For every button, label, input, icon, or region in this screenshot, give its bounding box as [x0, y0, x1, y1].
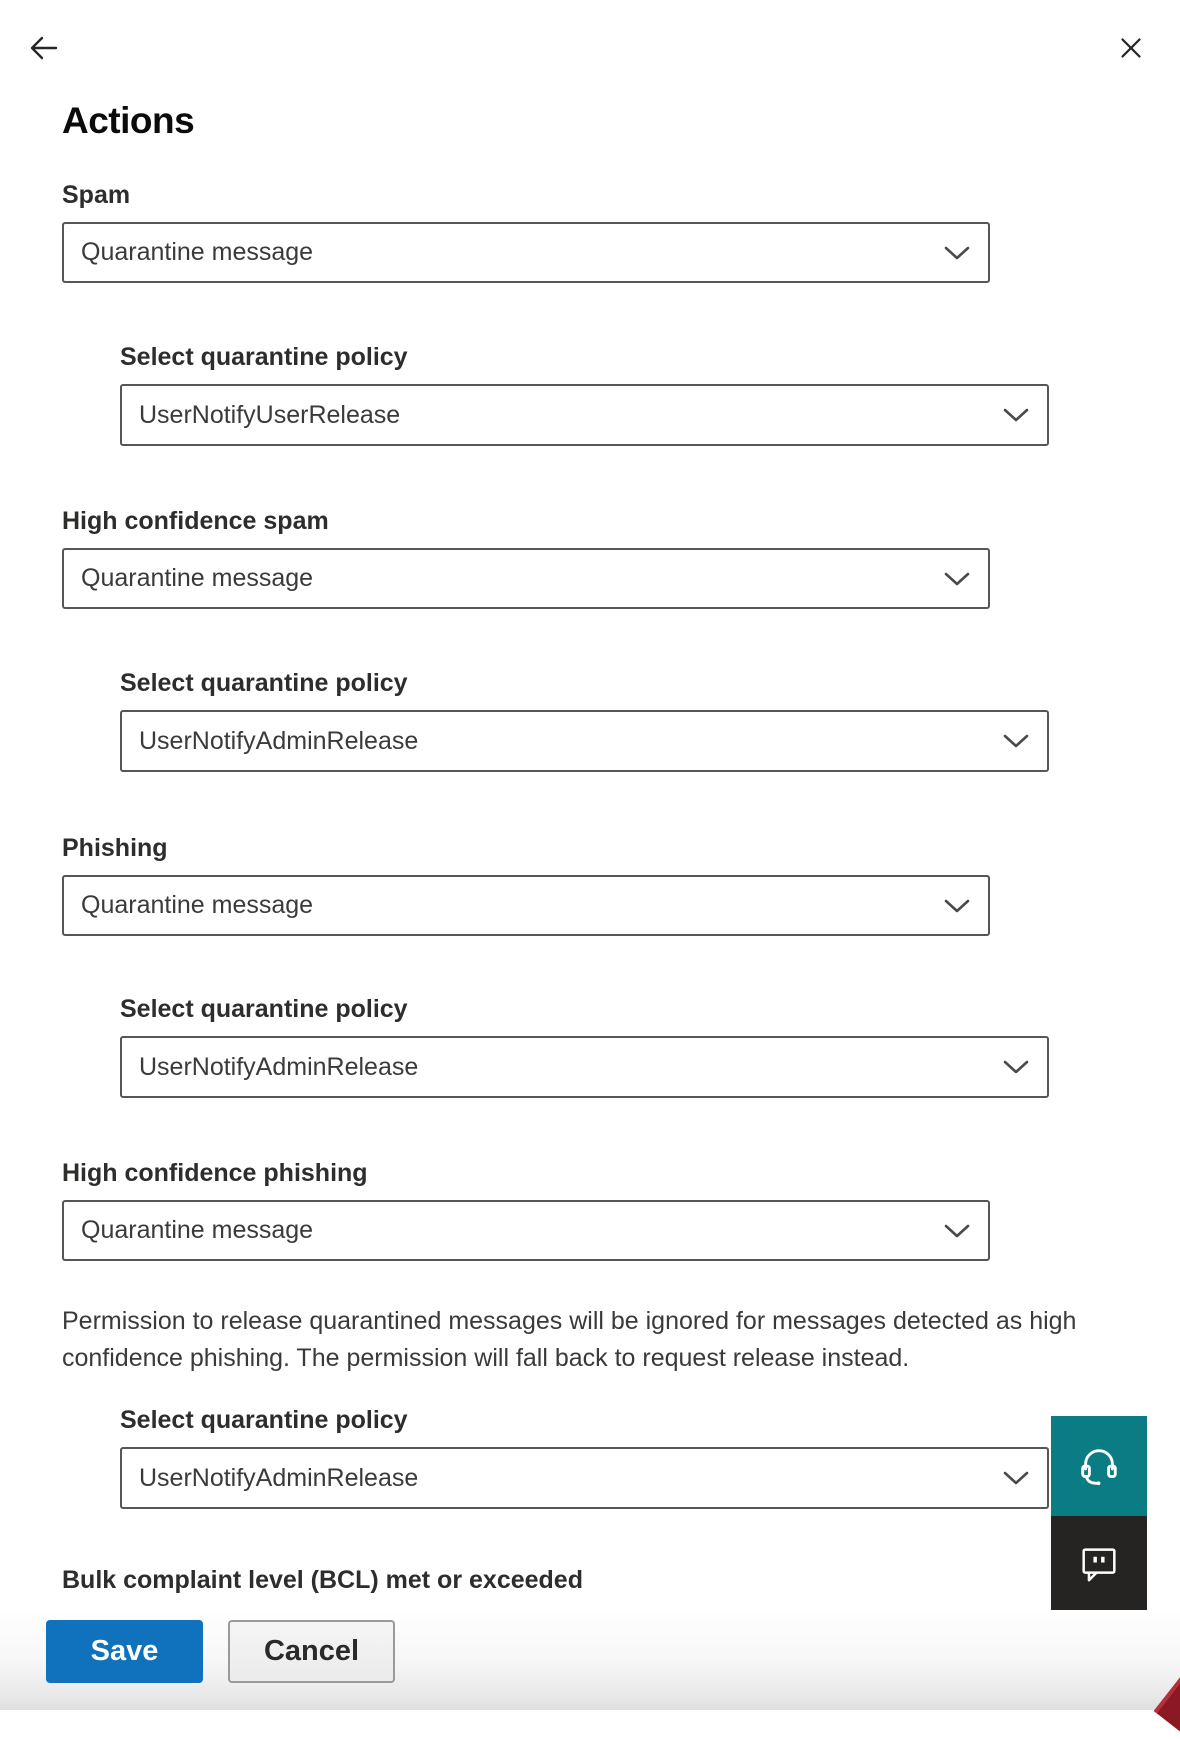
field-label-quarantine-policy: Select quarantine policy: [120, 669, 408, 697]
page-title: Actions: [62, 100, 195, 141]
high-confidence-phishing-note: Permission to release quarantined messages will be ignored for messages detected as high confidence phishing. The permission will fall back to request release instead.: [62, 1307, 1077, 1372]
chevron-down-icon: [1002, 733, 1030, 749]
spam-quarantine-policy-select[interactable]: [120, 384, 1049, 446]
field-label-quarantine-policy: Select quarantine policy: [120, 1406, 408, 1434]
field-group-phishing: [62, 833, 990, 936]
close-button[interactable]: [1114, 31, 1148, 65]
select-value: UserNotifyUserRelease: [139, 400, 401, 429]
field-group-hcs-quarantine-policy: [120, 668, 1049, 772]
select-value: Quarantine message: [81, 1216, 314, 1244]
phishing-quarantine-policy-select[interactable]: [120, 1036, 1049, 1098]
select-value: UserNotifyAdminRelease: [139, 726, 419, 755]
headset-icon: [1076, 1443, 1122, 1489]
cancel-button[interactable]: Cancel: [228, 1620, 395, 1683]
field-label-quarantine-policy: Select quarantine policy: [120, 343, 408, 371]
chevron-down-icon: [1002, 1470, 1030, 1486]
field-group-high-confidence-phishing: [62, 1158, 990, 1261]
chevron-down-icon: [1002, 407, 1030, 423]
field-label-phishing: Phishing: [62, 834, 168, 862]
field-group-hcp-quarantine-policy: [120, 1405, 1049, 1509]
chevron-down-icon: [943, 245, 971, 261]
bulk-complaint-level-label: [62, 1561, 982, 1594]
close-icon: [1114, 31, 1148, 65]
field-label-high-confidence-phishing: High confidence phishing: [62, 1159, 368, 1187]
spam-action-select[interactable]: [62, 222, 990, 283]
field-group-spam: [62, 180, 990, 283]
arrow-left-icon: [26, 30, 62, 66]
support-widget-button[interactable]: [1051, 1416, 1147, 1516]
chevron-down-icon: [943, 571, 971, 587]
chevron-down-icon: [1002, 1059, 1030, 1075]
high-confidence-spam-action-select[interactable]: [62, 548, 990, 609]
select-value: UserNotifyAdminRelease: [139, 1052, 419, 1081]
select-value: Quarantine message: [81, 891, 314, 919]
field-group-high-confidence-spam: [62, 506, 990, 609]
hcs-quarantine-policy-select[interactable]: [120, 710, 1049, 772]
select-value: Quarantine message: [81, 564, 314, 592]
chevron-down-icon: [943, 1223, 971, 1239]
field-label-quarantine-policy: Select quarantine policy: [120, 995, 408, 1023]
field-group-phishing-quarantine-policy: [120, 994, 1049, 1098]
bulk-complaint-level-text: Bulk complaint level (BCL) met or exceeded: [62, 1566, 583, 1594]
feedback-widget-button[interactable]: [1051, 1516, 1147, 1610]
save-button[interactable]: Save: [46, 1620, 203, 1683]
field-group-spam-quarantine-policy: [120, 342, 1049, 446]
hcp-quarantine-policy-select[interactable]: [120, 1447, 1049, 1509]
high-confidence-phishing-action-select[interactable]: [62, 1200, 990, 1261]
select-value: Quarantine message: [81, 238, 314, 266]
back-button[interactable]: [26, 30, 62, 66]
chevron-down-icon: [943, 898, 971, 914]
field-label-high-confidence-spam: High confidence spam: [62, 507, 329, 535]
field-label-spam: Spam: [62, 181, 131, 209]
select-value: UserNotifyAdminRelease: [139, 1463, 419, 1492]
phishing-action-select[interactable]: [62, 875, 990, 936]
feedback-speech-bubble-icon: [1076, 1540, 1122, 1586]
